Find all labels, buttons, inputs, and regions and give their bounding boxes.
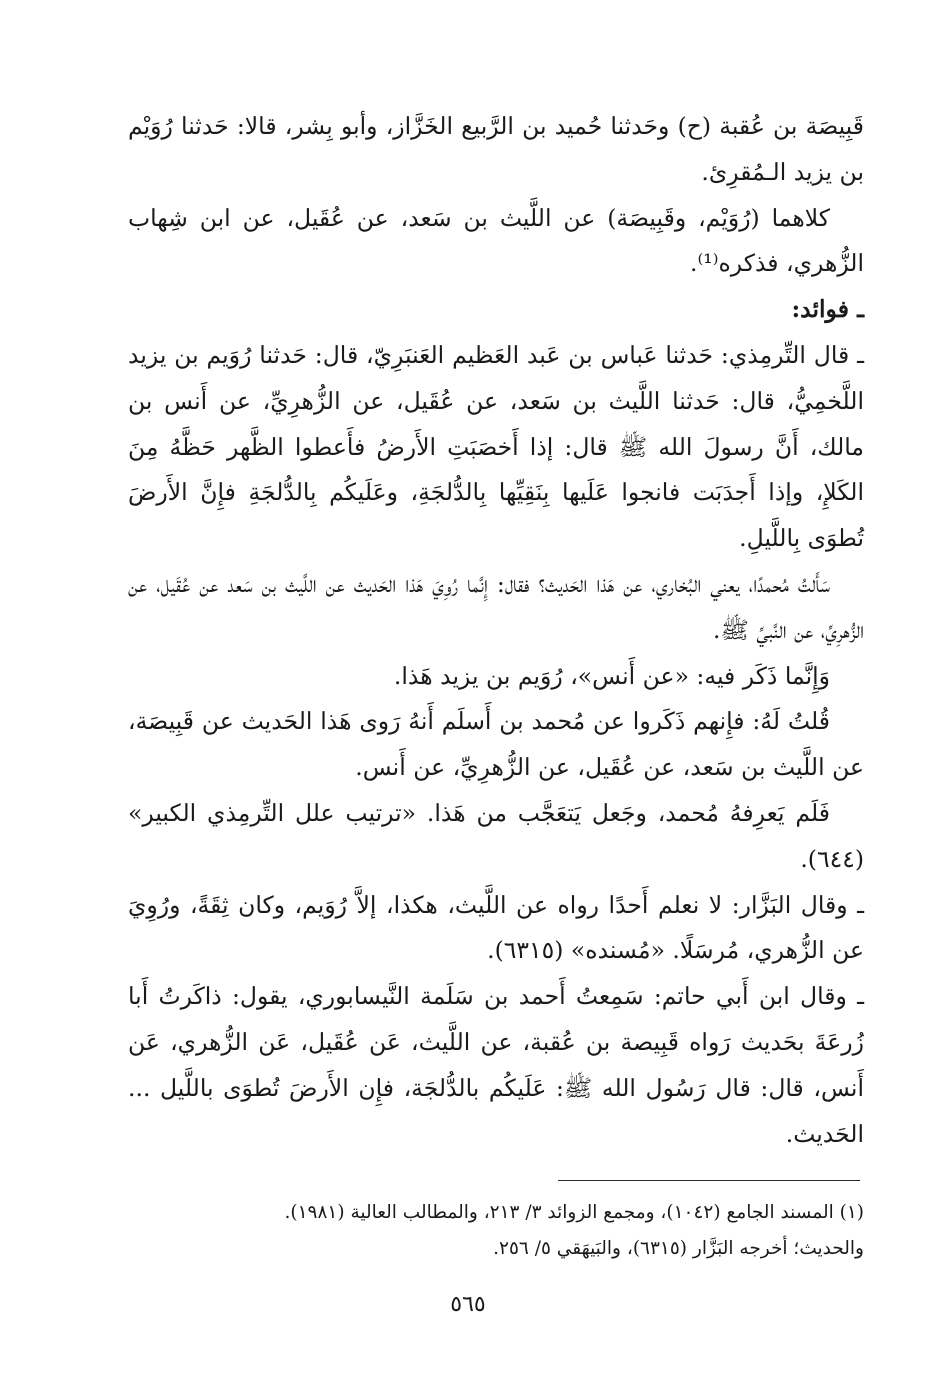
paragraph-lam-yarifhu: فَلَم يَعرِفهُ مُحمد، وجَعل يَتعَجَّب من هَذا. «ترتيب علل التِّرمِذي الكبير» (٦٤٤).: [128, 798, 864, 873]
paragraph-bazzar: ـ وقال البَزَّار: لا نعلم أَحدًا رواه عن اللَّيث، هكذا، إلاَّ رُوَيم، وكان ثِقَةً، ورُوِيَ عن الزُّهري، مُرسَلًا. «مُسنده» (٦٣١٥).: [128, 890, 864, 965]
footnotes: [150, 1195, 864, 1267]
paragraph-bukhari-question: سَأَلتُ مُحمدًا، يعني البُخاري، عن هَذا الحَديث؟ فقال: إِنَّما رُوِيَ هَذا الحَديث عن اللَّيث بن سَعد عن عُقَيل، عن الزُّهرِيِّ، عن النَّبيِّ ﷺ.: [128, 569, 864, 644]
main-text: [128, 104, 864, 1157]
page-number: ٥٦٥: [450, 1292, 486, 1317]
paragraph-qultu: قُلتُ لَهُ: فإِنهم ذَكَروا عن مُحمد بن أَسلَم أَنهُ رَوى هَذا الحَديث عن قَبِيصَة، عن اللَّيث بن سَعد، عن عُقَيل، عن الزُّهرِيِّ، عن أَنس.: [128, 707, 864, 782]
paragraph-ibn-abi-hatim: ـ وقال ابن أَبي حاتم: سَمِعتُ أَحمد بن سَلَمة النَّيسابوري، يقول: ذاكَرتُ أَبا زُرعَةَ بحَديث رَواه قَبِيصة بن عُقبة، عن اللَّيث، عَن عُقَيل، عَن الزُّهري، عَن أَنس، قال: قال رَسُول الله ﷺ: عَلَيكُم بالدُّلجَة، فإِن الأَرضَ تُطوَى باللَّيل ... الحَديث.: [128, 982, 864, 1148]
footnote-1-continued: والحديث؛ أخرجه البَزَّار (٦٣١٥)، والبَيهَقي ٥/ ٢٥٦.: [493, 1238, 864, 1259]
footnote-separator: [558, 1180, 860, 1181]
paragraph-tirmidhi: ـ قال التِّرمِذي: حَدثنا عَباس بن عَبد العَظيم العَنبَرِيّ، قال: حَدثنا رُوَيم بن يزيد اللَّخمِيُّ، قال: حَدثنا اللَّيث بن سَعد، عن عُقَيل، عن الزُّهرِيِّ، عن أَنس بن مالك، أَنَّ رسولَ الله ﷺ قال: إذا أَخصَبَتِ الأَرضُ فأَعطوا الظَّهر حَظَّهُ مِنَ الكَلإِ، وإذا أَجدَبَت فانجوا عَلَيها بِنَقِيِّها بِالدُّلجَةِ، وعَلَيكُم بِالدُّلجَةِ فإِنَّ الأَرضَ تُطوَى بِاللَّيلِ.: [128, 340, 864, 553]
paragraph-continuation: قَبِيصَة بن عُقبة (ح) وحَدثنا حُميد بن الرَّبيع الخَزَّاز، وأبو بِشر، قالا: حَدثنا رُوَيْم بن يزيد الـمُقرِئ.: [128, 112, 864, 186]
footnote-1: (١) المسند الجامع (١٠٤٢)، ومجمع الزوائد ٣/ ٢١٣، والمطالب العالية (١٩٨١).: [284, 1202, 864, 1223]
paragraph-kilahuma: كلاهما (رُوَيْم، وقَبِيصَة) عن اللَّيث بن سَعد، عن عُقَيل، عن ابن شِهاب الزُّهري، فذكره⁽¹⁾.: [128, 203, 864, 278]
paragraph-anas-mention: وَإِنَّما ذَكَر فيه: «عن أَنس»، رُوَيم بن يزيد هَذا.: [393, 661, 830, 690]
section-heading-fawaid: ـ فوائد:: [791, 295, 864, 324]
